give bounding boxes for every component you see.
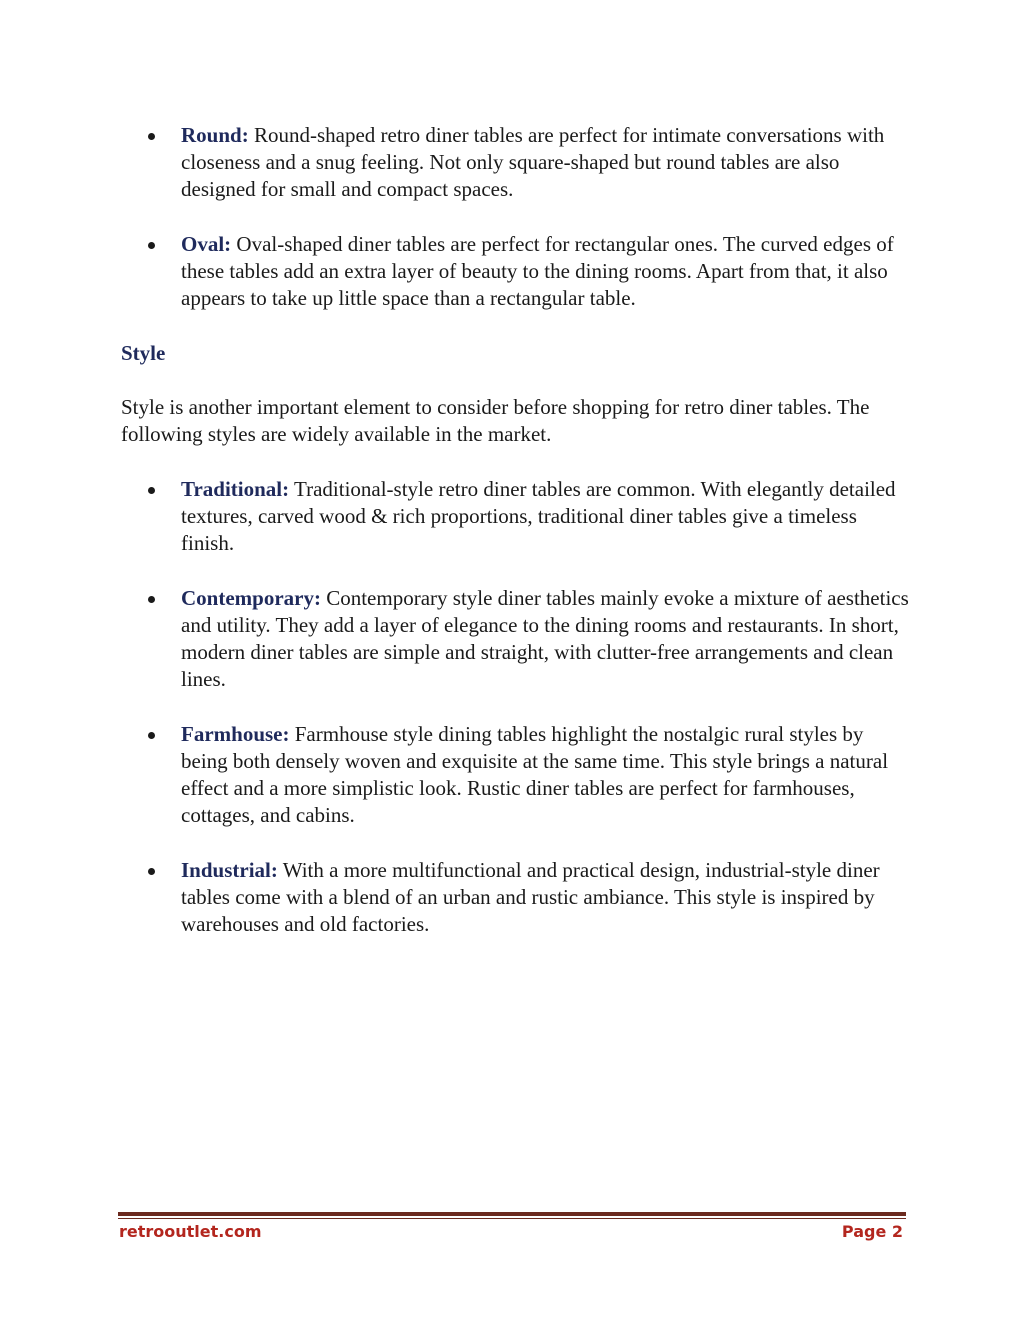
list-item — [181, 585, 911, 693]
shape-bullet-list — [121, 122, 911, 312]
list-item — [181, 857, 911, 938]
footer-site-link[interactable]: retrooutlet.com — [119, 1222, 262, 1241]
list-item — [181, 122, 911, 203]
bullet-icon — [148, 242, 155, 249]
list-item — [181, 476, 911, 557]
bullet-text: Traditional-style retro diner tables are common. With elegantly detailed textures, carved wood & rich proportions, traditional diner tables give a timeless finish. — [181, 477, 896, 555]
bullet-icon — [148, 487, 155, 494]
bullet-icon — [148, 732, 155, 739]
bullet-term: Farmhouse: — [181, 722, 290, 746]
style-bullet-list — [121, 476, 911, 938]
bullet-text: Oval-shaped diner tables are perfect for rectangular ones. The curved edges of these tables add an extra layer of beauty to the dining rooms. Apart from that, it also appears to take up little space than a rectangular table. — [181, 232, 894, 310]
bullet-text: With a more multifunctional and practical design, industrial-style diner tables come with a blend of an urban and rustic ambiance. This style is inspired by warehouses and old factories. — [181, 858, 880, 936]
section-intro: Style is another important element to consider before shopping for retro diner tables. The following styles are widely available in the market. — [121, 395, 870, 446]
bullet-term: Industrial: — [181, 858, 278, 882]
bullet-term: Oval: — [181, 232, 232, 256]
bullet-term: Traditional: — [181, 477, 290, 501]
bullet-icon — [148, 596, 155, 603]
section-heading: Style — [121, 341, 166, 365]
bullet-text: Contemporary style diner tables mainly evoke a mixture of aesthetics and utility. They add a layer of elegance to the dining rooms and restaurants. In short, modern diner tables are simple and straight, with clutter-free arrangements and clean lines. — [181, 586, 909, 691]
list-item — [181, 231, 911, 312]
bullet-term: Contemporary: — [181, 586, 321, 610]
footer-page-number: Page 2 — [841, 1222, 903, 1241]
bullet-text: Round-shaped retro diner tables are perfect for intimate conversations with closeness and a snug feeling. Not only square-shaped but round tables are also designed for small and compact spaces. — [181, 123, 885, 201]
bullet-icon — [148, 133, 155, 140]
page-content — [121, 122, 911, 966]
footer-divider — [118, 1212, 906, 1219]
bullet-text: Farmhouse style dining tables highlight the nostalgic rural styles by being both densely woven and exquisite at the same time. This style brings a natural effect and a more simplistic look. Rustic diner tables are perfect for farmhouses, cottages, and cabins. — [181, 722, 889, 827]
bullet-term: Round: — [181, 123, 249, 147]
bullet-icon — [148, 868, 155, 875]
list-item — [181, 721, 911, 829]
